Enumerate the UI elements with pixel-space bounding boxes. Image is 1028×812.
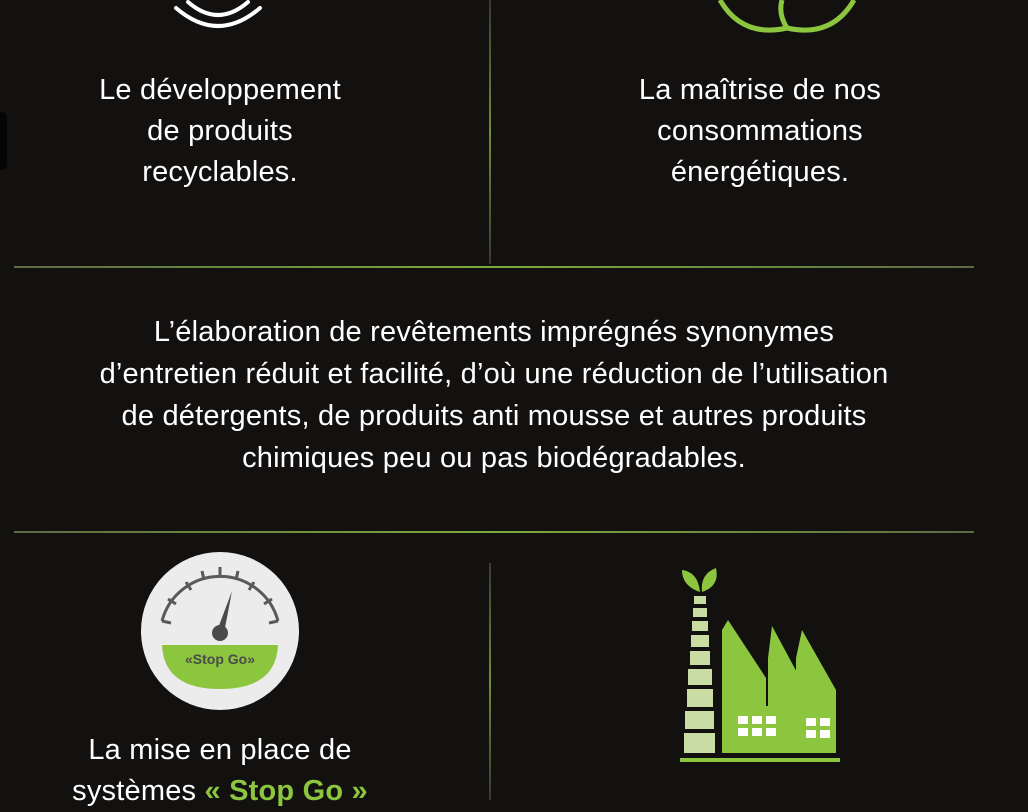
leaf-circle-icon — [712, 0, 862, 34]
coatings-line-2: d’entretien réduit et facilité, d’où une réduction de l’utilisation — [99, 358, 889, 390]
energy-line-2: consommations — [657, 115, 863, 147]
stop-go-line-1: La mise en place de — [88, 734, 352, 766]
energy-line-3: énergétiques. — [670, 156, 850, 188]
energy-consumption-text — [580, 70, 940, 193]
vertical-divider-top — [489, 0, 491, 264]
energy-line-1: La maîtrise de nos — [638, 74, 882, 106]
recyclable-line-2: de produits — [147, 115, 293, 147]
stop-go-prefix: systèmes — [72, 775, 205, 807]
eco-factory-icon — [676, 566, 846, 770]
recyclable-line-3: recyclables. — [142, 156, 298, 188]
vertical-divider-bottom — [489, 563, 491, 800]
gauge-label: «Stop Go» — [184, 651, 255, 667]
coatings-line-4: chimiques peu ou pas biodégradables. — [242, 442, 746, 474]
recyclable-products-text — [40, 70, 400, 193]
stop-go-highlight: « Stop Go » — [204, 775, 368, 807]
horizontal-divider-2 — [14, 531, 974, 533]
wifi-signal-icon — [168, 0, 268, 34]
coatings-line-3: de détergents, de produits anti mousse et autres produits — [121, 400, 867, 432]
coatings-paragraph — [14, 311, 974, 479]
horizontal-divider-1 — [14, 266, 974, 268]
stop-go-line-2 — [40, 771, 400, 812]
coatings-line-1: L’élaboration de revêtements imprégnés synonymes — [153, 316, 835, 348]
edge-decoration — [0, 112, 7, 170]
recyclable-line-1: Le développement — [99, 74, 341, 106]
gauge-icon — [140, 551, 300, 711]
